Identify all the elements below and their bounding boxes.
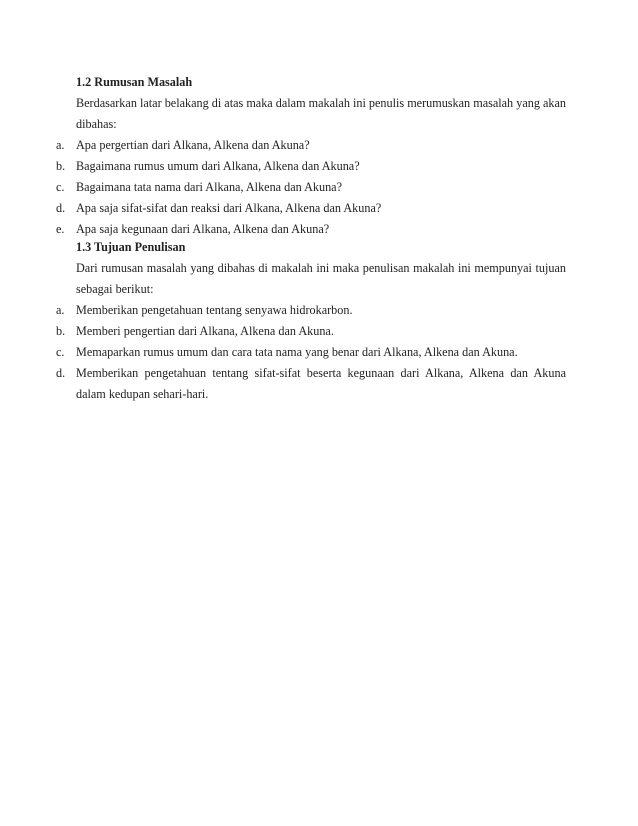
list-item [0,135,566,156]
list-item [0,300,566,321]
section-heading: 1.3 Tujuan Penulisan [76,240,186,254]
list-item-text: Bagaimana tata nama dari Alkana, Alkena dan Akuna? [76,180,342,194]
list-marker: e. [56,222,65,236]
list-item-text: Memaparkan rumus umum dan cara tata nama yang benar dari Alkana, Alkena dan Akuna. [76,345,518,359]
section-intro-paragraph: Berdasarkan latar belakang di atas maka dalam makalah ini penulis merumuskan masalah yang akan dibahas: [76,96,566,131]
list-marker: b. [56,159,66,173]
list-marker: a. [56,138,65,152]
list-item [0,321,566,342]
list-item [0,342,566,363]
list-item [0,156,566,177]
section-intro-paragraph: Dari rumusan masalah yang dibahas di makalah ini maka penulisan makalah ini mempunyai tujuan sebagai berikut: [76,261,566,296]
list-item-text: Memberikan pengetahuan tentang sifat-sifat beserta kegunaan dari Alkana, Alkena dan Akuna dalam kedupan sehari-hari. [76,366,566,401]
section-tujuan-penulisan [0,237,638,405]
section-rumusan-masalah [0,72,638,240]
list-item-text: Apa saja sifat-sifat dan reaksi dari Alkana, Alkena dan Akuna? [76,201,382,215]
list-item-text: Apa pergertian dari Alkana, Alkena dan Akuna? [76,138,310,152]
list-item [0,198,566,219]
list-marker: d. [56,366,66,380]
list-marker: a. [56,303,65,317]
list-item-text: Memberi pengertian dari Alkana, Alkena dan Akuna. [76,324,334,338]
list-marker: c. [56,345,65,359]
list-item-text: Memberikan pengetahuan tentang senyawa hidrokarbon. [76,303,353,317]
list-item-text: Apa saja kegunaan dari Alkana, Alkena dan Akuna? [76,222,330,236]
list-item-text: Bagaimana rumus umum dari Alkana, Alkena dan Akuna? [76,159,360,173]
objective-list [0,300,638,405]
list-marker: d. [56,201,66,215]
question-list [0,135,638,240]
list-item [0,177,566,198]
list-marker: c. [56,180,65,194]
list-marker: b. [56,324,66,338]
section-heading: 1.2 Rumusan Masalah [76,75,193,89]
list-item [0,363,566,405]
